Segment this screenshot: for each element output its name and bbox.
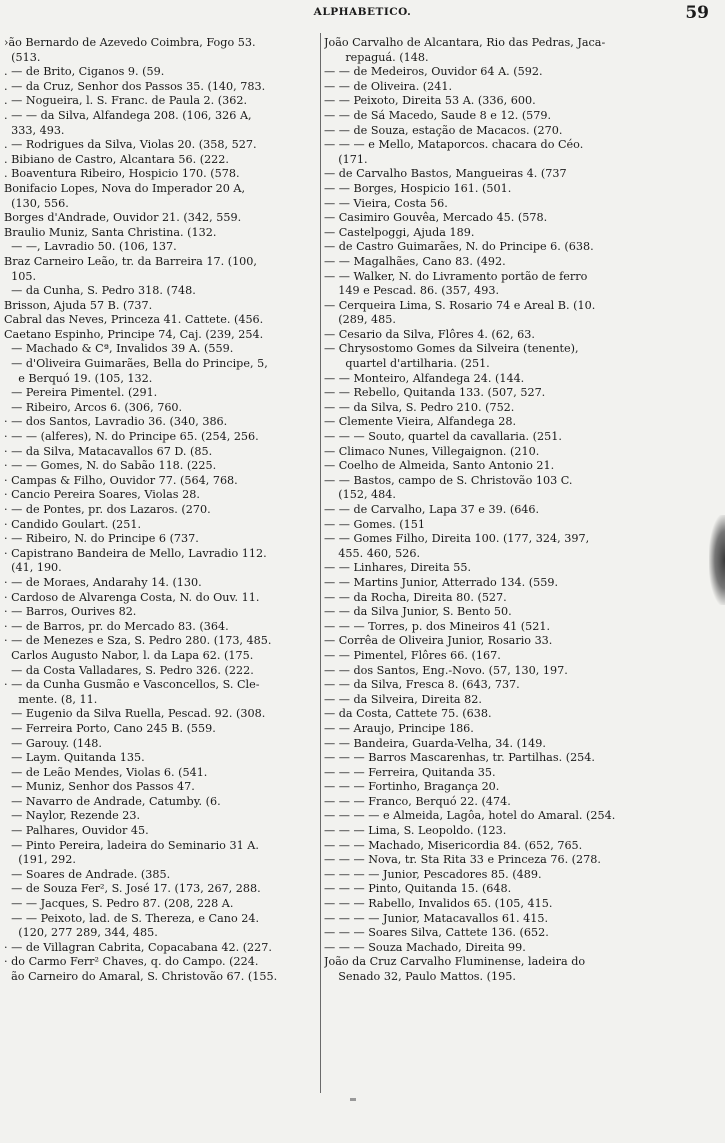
directory-entry-line: — Machado & Cª, Invalidos 39 A. (559.	[4, 342, 234, 356]
directory-entry-line: — — — — Junior, Matacavallos 61. 415.	[324, 911, 549, 925]
directory-entry-line: — — Gomes Filho, Direita 100. (177, 324, 397,	[324, 532, 590, 546]
directory-entry-line: — de Souza Fer², S. José 17. (173, 267, 288.	[4, 882, 261, 896]
directory-entry-line: · — da Silva, Matacavallos 67 D. (85.	[4, 444, 213, 458]
directory-entry-line: — Eugenio da Silva Ruella, Pescad. 92. (308.	[4, 707, 266, 721]
directory-entry-line: — Corrêa de Oliveira Junior, Rosario 33.	[324, 634, 553, 648]
directory-entry-line: . — de Brito, Ciganos 9. (59.	[4, 65, 165, 79]
directory-entry-line: — Soares de Andrade. (385.	[4, 867, 171, 881]
page-edge-shadow	[709, 515, 725, 605]
directory-entry-line: — — de Souza, estação de Macacos. (270.	[324, 123, 563, 137]
directory-entry-line: · Cancio Pereira Soares, Violas 28.	[4, 488, 200, 502]
directory-entry-line: — — Monteiro, Alfandega 24. (144.	[324, 371, 525, 385]
directory-entry-line: — — da Silva, Fresca 8. (643, 737.	[324, 678, 520, 692]
directory-entry-line: — Naylor, Rezende 23.	[4, 809, 141, 823]
directory-entry-line: · — Ribeiro, N. do Principe 6 (737.	[4, 532, 199, 546]
directory-entry-line: — Muniz, Senhor dos Passos 47.	[4, 780, 195, 794]
directory-entry-line: 105.	[4, 269, 37, 283]
directory-entry-line: — — — Souza Machado, Direita 99.	[324, 940, 526, 954]
directory-entry-line: — Pereira Pimentel. (291.	[4, 386, 158, 400]
directory-entry-line: · Campas & Filho, Ouvidor 77. (564, 768.	[4, 473, 238, 487]
directory-entry-line: — da Costa, Cattete 75. (638.	[324, 707, 492, 721]
directory-entry-line: — — Magalhães, Cano 83. (492.	[324, 254, 506, 268]
directory-entry-line: 149 e Pescad. 86. (357, 493.	[324, 284, 499, 298]
directory-entry-line: — — Bastos, campo de S. Christovão 103 C.	[324, 473, 573, 487]
directory-entry-line: Braulio Muniz, Santa Christina. (132.	[4, 225, 217, 239]
directory-entry-line: — de Leão Mendes, Violas 6. (541.	[4, 765, 208, 779]
directory-entry-line: repaguá. (148.	[324, 50, 429, 64]
directory-entry-line: — — da Silva, S. Pedro 210. (752.	[324, 400, 515, 414]
directory-entry-line: · — da Cunha Gusmão e Vasconcellos, S. Cle-	[4, 678, 260, 692]
directory-entry-line: — da Cunha, S. Pedro 318. (748.	[4, 284, 196, 298]
directory-entry-line: 455. 460, 526.	[324, 546, 421, 560]
directory-entry-line: . — — da Silva, Alfandega 208. (106, 326 A,	[4, 108, 252, 122]
directory-entry-line: — — — Franco, Berquó 22. (474.	[324, 794, 511, 808]
directory-entry-line: · — de Villagran Cabrita, Copacabana 42. (227.	[4, 940, 272, 954]
directory-entry-line: — — — — e Almeida, Lagôa, hotel do Amaral. (254.	[324, 809, 616, 823]
directory-entry-line: — Clemente Vieira, Alfandega 28.	[324, 415, 517, 429]
directory-entry-line: Bonifacio Lopes, Nova do Imperador 20 A,	[4, 181, 246, 195]
directory-entry-line: — Coelho de Almeida, Santo Antonio 21.	[324, 459, 555, 473]
directory-entry-line: — Castelpoggi, Ajuda 189.	[324, 225, 475, 239]
directory-entry-line: — — — Fortinho, Bragança 20.	[324, 780, 500, 794]
directory-entry-line: — — Jacques, S. Pedro 87. (208, 228 A.	[4, 897, 234, 911]
directory-entry-line: — Pinto Pereira, ladeira do Seminario 31 A.	[4, 838, 259, 852]
directory-entry-line: — — — Nova, tr. Sta Rita 33 e Princeza 76. (278.	[324, 853, 601, 867]
directory-entry-line: ›ão Bernardo de Azevedo Coimbra, Fogo 53.	[4, 36, 256, 49]
directory-entry-line: · — — Gomes, N. do Sabão 118. (225.	[4, 459, 217, 473]
directory-entry-line: (152, 484.	[324, 488, 396, 502]
directory-entry-line: . — da Cruz, Senhor dos Passos 35. (140, 783.	[4, 79, 266, 93]
directory-entry-line: (513.	[4, 50, 41, 64]
directory-entry-line: — — — Barros Mascarenhas, tr. Partilhas. (254.	[324, 751, 595, 765]
directory-entry-line: — — de Medeiros, Ouvidor 64 A. (592.	[324, 65, 543, 79]
directory-entry-line: (289, 485.	[324, 313, 396, 327]
directory-entry-line: (171.	[324, 152, 368, 166]
directory-entry-line: · — Barros, Ourives 82.	[4, 605, 137, 619]
directory-entry-line: — — de Carvalho, Lapa 37 e 39. (646.	[324, 503, 540, 516]
directory-entry-line: Brisson, Ajuda 57 B. (737.	[4, 298, 153, 312]
directory-entry-line: — de Castro Guimarães, N. do Principe 6. (638.	[324, 240, 594, 254]
directory-entry-line: — — Bandeira, Guarda-Velha, 34. (149.	[324, 736, 546, 750]
directory-entry-line: quartel d'artilharia. (251.	[324, 357, 490, 371]
directory-entry-line: — Chrysostomo Gomes da Silveira (tenente),	[324, 342, 579, 356]
directory-entry-line: · — de Pontes, pr. dos Lazaros. (270.	[4, 503, 211, 516]
directory-entry-line: — — — Pinto, Quitanda 15. (648.	[324, 882, 512, 896]
directory-entry-line: — — — Souto, quartel da cavallaria. (251.	[324, 430, 562, 444]
directory-entry-line: · — — (alferes), N. do Principe 65. (254, 256.	[4, 430, 259, 444]
directory-entry-line: mente. (8, 11.	[4, 692, 98, 706]
directory-entry-line: · — dos Santos, Lavradio 36. (340, 386.	[4, 415, 228, 429]
directory-entry-line: — Laym. Quitanda 135.	[4, 751, 145, 765]
directory-entry-line: ão Carneiro do Amaral, S. Christovão 67. (155.	[4, 970, 278, 983]
directory-entry-line: — — Pimentel, Flôres 66. (167.	[324, 648, 501, 662]
directory-entry-line: · — de Moraes, Andarahy 14. (130.	[4, 575, 202, 589]
directory-entry-line: — — dos Santos, Eng.-Novo. (57, 130, 197.	[324, 663, 568, 677]
directory-entry-line: Borges d'Andrade, Ouvidor 21. (342, 559.	[4, 211, 242, 225]
directory-entry-line: Braz Carneiro Leão, tr. da Barreira 17. (100,	[4, 254, 257, 268]
directory-entry-line: · Candido Goulart. (251.	[4, 517, 142, 531]
print-mark	[350, 1098, 356, 1101]
directory-entry-line: — — — — Junior, Pescadores 85. (489.	[324, 867, 542, 881]
directory-entry-line: — — Gomes. (151	[324, 517, 425, 531]
directory-entry-line: — — de Sá Macedo, Saude 8 e 12. (579.	[324, 108, 552, 122]
directory-entry-line: Caetano Espinho, Principe 74, Caj. (239, 254.	[4, 327, 264, 341]
directory-entry-line: — — Linhares, Direita 55.	[324, 561, 472, 575]
directory-entry-line: — Climaco Nunes, Villegaignon. (210.	[324, 444, 540, 458]
right-column	[324, 36, 720, 985]
directory-entry-line: — — — Ferreira, Quitanda 35.	[324, 765, 496, 779]
directory-entry-line: — — Peixoto, Direita 53 A. (336, 600.	[324, 94, 536, 108]
directory-entry-line: — Cesario da Silva, Flôres 4. (62, 63.	[324, 327, 535, 341]
directory-entry-line: — de Carvalho Bastos, Mangueiras 4. (737	[324, 167, 567, 181]
directory-entry-line: João da Cruz Carvalho Fluminense, ladeira do	[324, 955, 586, 969]
directory-entry-line: — — Martins Junior, Atterrado 134. (559.	[324, 575, 559, 589]
directory-entry-line: e Berquó 19. (105, 132.	[4, 371, 153, 385]
directory-entry-line: — — Araujo, Principe 186.	[324, 721, 474, 735]
directory-entry-line: (130, 556.	[4, 196, 69, 210]
directory-entry-line: (191, 292.	[4, 853, 76, 867]
directory-entry-line: — Ferreira Porto, Cano 245 B. (559.	[4, 721, 216, 735]
directory-entry-line: — — Vieira, Costa 56.	[324, 196, 448, 210]
directory-entry-line: · do Carmo Ferr² Chaves, q. do Campo. (224.	[4, 955, 259, 969]
directory-entry-line: — — — Rabello, Invalidos 65. (105, 415.	[324, 897, 553, 911]
directory-entry-line: — Ribeiro, Arcos 6. (306, 760.	[4, 400, 183, 414]
directory-entry-line: . — Nogueira, l. S. Franc. de Paula 2. (362.	[4, 94, 248, 108]
directory-entry-line: — da Costa Valladares, S. Pedro 326. (222.	[4, 663, 254, 677]
directory-entry-line: — — Borges, Hospicio 161. (501.	[324, 181, 512, 195]
directory-entry-line: Cabral das Neves, Princeza 41. Cattete. (456.	[4, 313, 264, 327]
directory-entry-line: Senado 32, Paulo Mattos. (195.	[324, 970, 516, 983]
directory-entry-line: — — da Rocha, Direita 80. (527.	[324, 590, 507, 604]
directory-entry-line: — — da Silveira, Direita 82.	[324, 692, 482, 706]
directory-entry-line: — — da Silva Junior, S. Bento 50.	[324, 605, 512, 619]
left-column	[4, 36, 318, 985]
directory-entry-line: · Cardoso de Alvarenga Costa, N. do Ouv. 11.	[4, 590, 260, 604]
directory-entry-line: Carlos Augusto Nabor, l. da Lapa 62. (175.	[4, 648, 254, 662]
directory-entry-line: — Palhares, Ouvidor 45.	[4, 824, 149, 838]
directory-entry-line: — — Rebello, Quitanda 133. (507, 527.	[324, 386, 546, 400]
directory-entry-line: . Boaventura Ribeiro, Hospicio 170. (578.	[4, 167, 240, 181]
directory-entry-line: 333, 493.	[4, 123, 65, 137]
running-header: ALPHABETICO.	[313, 6, 412, 18]
directory-entry-line: — — — Soares Silva, Cattete 136. (652.	[324, 926, 549, 940]
directory-entry-line: · — de Menezes e Sza, S. Pedro 280. (173, 485.	[4, 634, 272, 648]
directory-entry-line: · Capistrano Bandeira de Mello, Lavradio 112.	[4, 546, 267, 560]
directory-entry-line: — Navarro de Andrade, Catumby. (6.	[4, 794, 221, 808]
directory-entry-line: (120, 277 289, 344, 485.	[4, 926, 158, 940]
directory-entry-line: — — Peixoto, lad. de S. Thereza, e Cano 24.	[4, 911, 260, 925]
column-divider	[320, 33, 321, 1093]
directory-entry-line: — — de Oliveira. (241.	[324, 79, 453, 93]
page-number: 59	[685, 3, 709, 23]
directory-entry-line: . Bibiano de Castro, Alcantara 56. (222.	[4, 152, 229, 166]
directory-entry-line: — —, Lavradio 50. (106, 137.	[4, 240, 177, 254]
directory-entry-line: — — — Torres, p. dos Mineiros 41 (521.	[324, 619, 551, 633]
directory-entry-line: . — Rodrigues da Silva, Violas 20. (358, 527.	[4, 138, 257, 152]
directory-entry-line: — Cerqueira Lima, S. Rosario 74 e Areal B. (10.	[324, 298, 596, 312]
directory-entry-line: — Casimiro Gouvêa, Mercado 45. (578.	[324, 211, 548, 225]
directory-entry-line: (41, 190.	[4, 561, 62, 575]
directory-entry-line: — — — Machado, Misericordia 84. (652, 765.	[324, 838, 583, 852]
directory-entry-line: — Garouy. (148.	[4, 736, 102, 750]
directory-entry-line: — — Walker, N. do Livramento portão de ferro	[324, 269, 588, 283]
directory-entry-line: · — de Barros, pr. do Mercado 83. (364.	[4, 619, 229, 633]
directory-entry-line: — d'Oliveira Guimarães, Bella do Principe, 5,	[4, 357, 268, 371]
directory-entry-line: João Carvalho de Alcantara, Rio das Pedras, Jaca-	[324, 36, 606, 49]
directory-entry-line: — — — Lima, S. Leopoldo. (123.	[324, 824, 507, 838]
directory-entry-line: — — — e Mello, Mataporcos. chacara do Céo.	[324, 138, 584, 152]
